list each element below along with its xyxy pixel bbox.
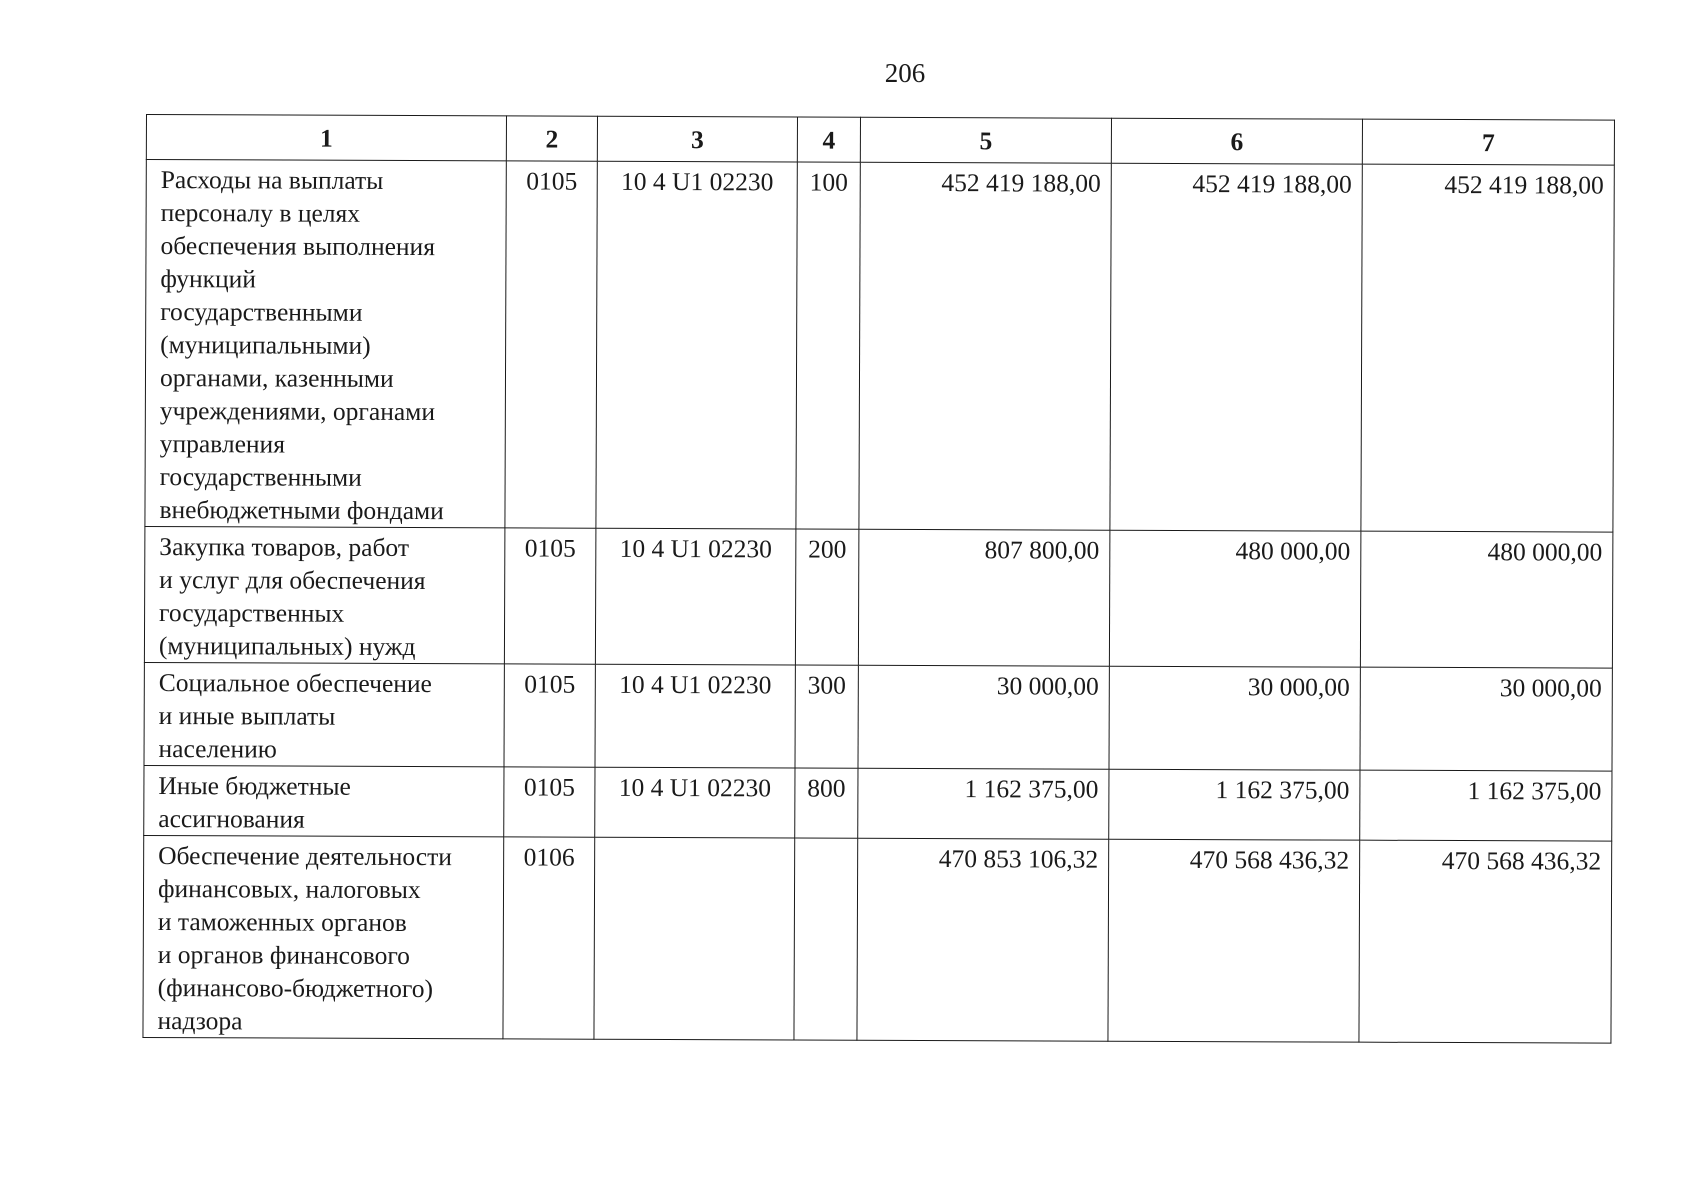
header-row xyxy=(146,115,1614,166)
header-col-2: 2 xyxy=(506,116,597,161)
row-expense-type: 200 xyxy=(795,529,859,665)
row-name xyxy=(143,835,504,1038)
table-row xyxy=(144,662,1612,771)
row-expense-type: 800 xyxy=(795,768,858,838)
row-target-code: 10 4 U1 02230 xyxy=(595,528,796,665)
header-col-3: 3 xyxy=(597,116,797,162)
row-name xyxy=(144,662,504,766)
table-row xyxy=(144,526,1613,668)
row-amount-3: 470 568 436,32 xyxy=(1359,840,1612,1043)
table-row xyxy=(145,160,1614,533)
row-target-code: 10 4 U1 02230 xyxy=(595,767,795,838)
row-amount-1: 452 419 188,00 xyxy=(859,162,1111,530)
header-col-4: 4 xyxy=(797,117,860,162)
table-row xyxy=(144,765,1612,841)
row-amount-2: 470 568 436,32 xyxy=(1108,839,1360,1042)
budget-table xyxy=(142,114,1615,1044)
row-section: 0105 xyxy=(504,528,596,664)
header-col-6: 6 xyxy=(1111,118,1362,164)
header-col-1: 1 xyxy=(146,115,506,161)
row-amount-3: 30 000,00 xyxy=(1360,667,1612,771)
row-amount-1: 470 853 106,32 xyxy=(857,838,1109,1041)
row-name xyxy=(144,526,505,663)
row-name-text: Обеспечение деятельности финансовых, налоговых и таможенных органов и органов финансового (финансово-бюджетного) надзора xyxy=(157,841,452,1036)
row-name-text: Иные бюджетные ассигнования xyxy=(158,771,351,834)
row-amount-2: 1 162 375,00 xyxy=(1109,769,1360,840)
header-col-7: 7 xyxy=(1362,119,1614,165)
row-amount-1: 1 162 375,00 xyxy=(858,768,1109,839)
row-section: 0106 xyxy=(503,837,595,1039)
row-section: 0105 xyxy=(505,161,597,528)
row-target-code: 10 4 U1 02230 xyxy=(596,161,797,529)
row-amount-1: 30 000,00 xyxy=(858,665,1109,769)
row-section: 0105 xyxy=(504,664,595,767)
row-section: 0105 xyxy=(504,767,595,837)
row-expense-type xyxy=(794,838,858,1040)
row-amount-2: 480 000,00 xyxy=(1109,530,1361,667)
budget-table-container xyxy=(142,114,1614,1044)
header-col-5: 5 xyxy=(860,117,1111,163)
table-row xyxy=(143,835,1612,1043)
page-number: 206 xyxy=(884,58,926,88)
row-amount-2: 452 419 188,00 xyxy=(1110,163,1362,531)
row-name-text: Социальное обеспечение и иные выплаты населению xyxy=(158,668,432,764)
row-amount-1: 807 800,00 xyxy=(858,529,1110,666)
row-amount-3: 480 000,00 xyxy=(1360,531,1613,668)
row-name xyxy=(144,765,504,836)
row-name-text: Расходы на выплаты персоналу в целях обеспечения выполнения функций государственными (муниципальными) органами, казенными учреждениями, органами управления государственными внебюджетными фондами xyxy=(159,165,444,526)
row-expense-type: 300 xyxy=(795,665,858,768)
row-expense-type: 100 xyxy=(796,162,860,529)
row-amount-3: 452 419 188,00 xyxy=(1361,164,1614,532)
row-name xyxy=(145,160,506,528)
row-name-text: Закупка товаров, работ и услуг для обеспечения государственных (муниципальных) нужд xyxy=(158,532,426,662)
row-target-code: 10 4 U1 02230 xyxy=(595,664,795,768)
row-target-code xyxy=(594,837,795,1040)
row-amount-2: 30 000,00 xyxy=(1109,666,1360,770)
row-amount-3: 1 162 375,00 xyxy=(1360,770,1612,841)
